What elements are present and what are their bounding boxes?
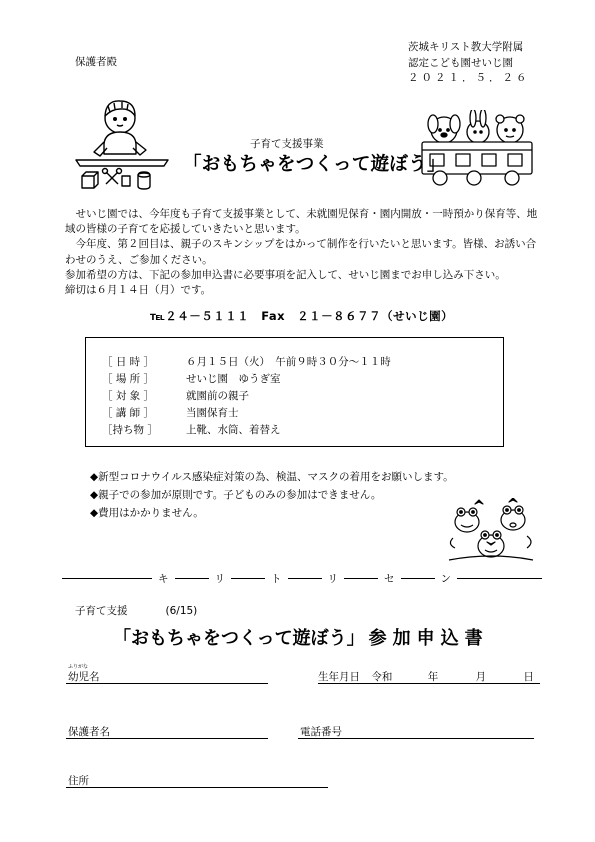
child-name-label: 幼児名: [68, 671, 100, 683]
address-label: 住所: [68, 775, 89, 787]
info-label: ［ 日 時 ］: [102, 356, 155, 368]
cut-line-char: セ: [378, 571, 401, 586]
event-title: 「おもちゃをつくって遊ぼう」: [183, 154, 446, 175]
intro-text: [65, 207, 545, 298]
month-label: 月: [475, 671, 487, 683]
intro-paragraph-4: 締切は６月１４日（月）です。: [65, 284, 212, 297]
cut-line: [62, 571, 542, 585]
form-title-suffix: 参加申込書: [368, 628, 489, 649]
form-title-main: 「おもちゃをつくって遊ぼう」: [113, 628, 365, 649]
info-label: ［ 対 象 ］: [102, 390, 155, 402]
era-label: 令和: [371, 671, 393, 683]
guardian-name-field[interactable]: [66, 738, 268, 739]
child-name-field[interactable]: [66, 683, 268, 684]
frogs-illustration: [445, 498, 537, 568]
info-label: ［持ち物 ］: [102, 424, 158, 436]
info-label: ［ 講 師 ］: [102, 407, 155, 419]
notes-list: [90, 468, 454, 522]
phone-field[interactable]: [298, 738, 534, 739]
program-subtitle: 子育て支援事業: [250, 138, 324, 150]
note-item: ◆親子での参加が原則です。子どものみの参加はできません。: [90, 489, 382, 501]
info-row-instructor: [102, 405, 239, 420]
year-label: 年: [427, 671, 439, 683]
info-row-target: [102, 388, 249, 403]
dob-label: 生年月日: [318, 671, 360, 683]
form-date: (6/15): [165, 605, 198, 617]
info-row-datetime: [102, 354, 391, 369]
form-subheading: [75, 603, 197, 618]
dob-row: [318, 669, 540, 684]
info-value: ６月１５日（火） 午前９時３０分～１１時: [186, 356, 391, 368]
cut-line-char: リ: [322, 571, 345, 586]
cut-line-char: リ: [209, 571, 232, 586]
phone-label: 電話番号: [300, 726, 342, 738]
cut-line-char: ト: [265, 571, 288, 586]
day-label: 日: [523, 671, 534, 683]
note-item: ◆新型コロナウイルス感染症対策の為、検温、マスクの着用をお願いします。: [90, 471, 454, 483]
info-value: 当園保育士: [186, 407, 239, 419]
furigana-label: ふりがな: [68, 664, 89, 670]
addressee: 保護者殿: [75, 56, 117, 68]
org-line1: 茨城キリスト教大学附属: [408, 41, 524, 53]
cut-line-char: キ: [152, 571, 175, 586]
note-item: ◆費用はかかりません。: [90, 507, 204, 519]
info-row-place: [102, 371, 281, 386]
intro-paragraph-2: 今年度、第２回目は、親子のスキンシップをはかって制作を行いたいと思います。皆様、お誘い合わせのうえ、ご参加ください。: [65, 238, 537, 266]
intro-paragraph-3: 参加希望の方は、下記の参加申込書に必要事項を記入して、せいじ園までお申し込み下さい。: [65, 268, 506, 281]
child-crafting-illustration: [72, 92, 172, 192]
animal-train-illustration: [416, 110, 538, 188]
info-value: せいじ園 ゆうぎ室: [186, 373, 281, 385]
info-value: 上靴、水筒、着替え: [186, 424, 281, 436]
cut-line-char: ン: [435, 571, 458, 586]
info-label: ［ 場 所 ］: [102, 373, 155, 385]
event-details-box: [85, 337, 504, 447]
form-title: [113, 624, 489, 650]
info-row-belongings: [102, 422, 281, 437]
org-line2: 認定こども園せいじ園: [408, 56, 513, 69]
issue-date: ２０２１．５．２６: [408, 72, 530, 84]
organization-block: [408, 40, 530, 87]
contact-line: ℡２４－５１１１ Fax ２１－８６７７（せいじ園）: [150, 309, 454, 323]
intro-paragraph-1: せいじ園では、今年度も子育て支援事業として、未就園児保育・園内開放・一時預かり保育等、地域の皆様の子育てを応援していきたいと思います。: [65, 208, 538, 236]
form-category: 子育て支援: [75, 605, 128, 617]
guardian-name-label: 保護者名: [68, 726, 110, 738]
address-field[interactable]: [66, 787, 328, 788]
dob-field[interactable]: [318, 683, 540, 684]
info-value: 就園前の親子: [186, 390, 249, 402]
